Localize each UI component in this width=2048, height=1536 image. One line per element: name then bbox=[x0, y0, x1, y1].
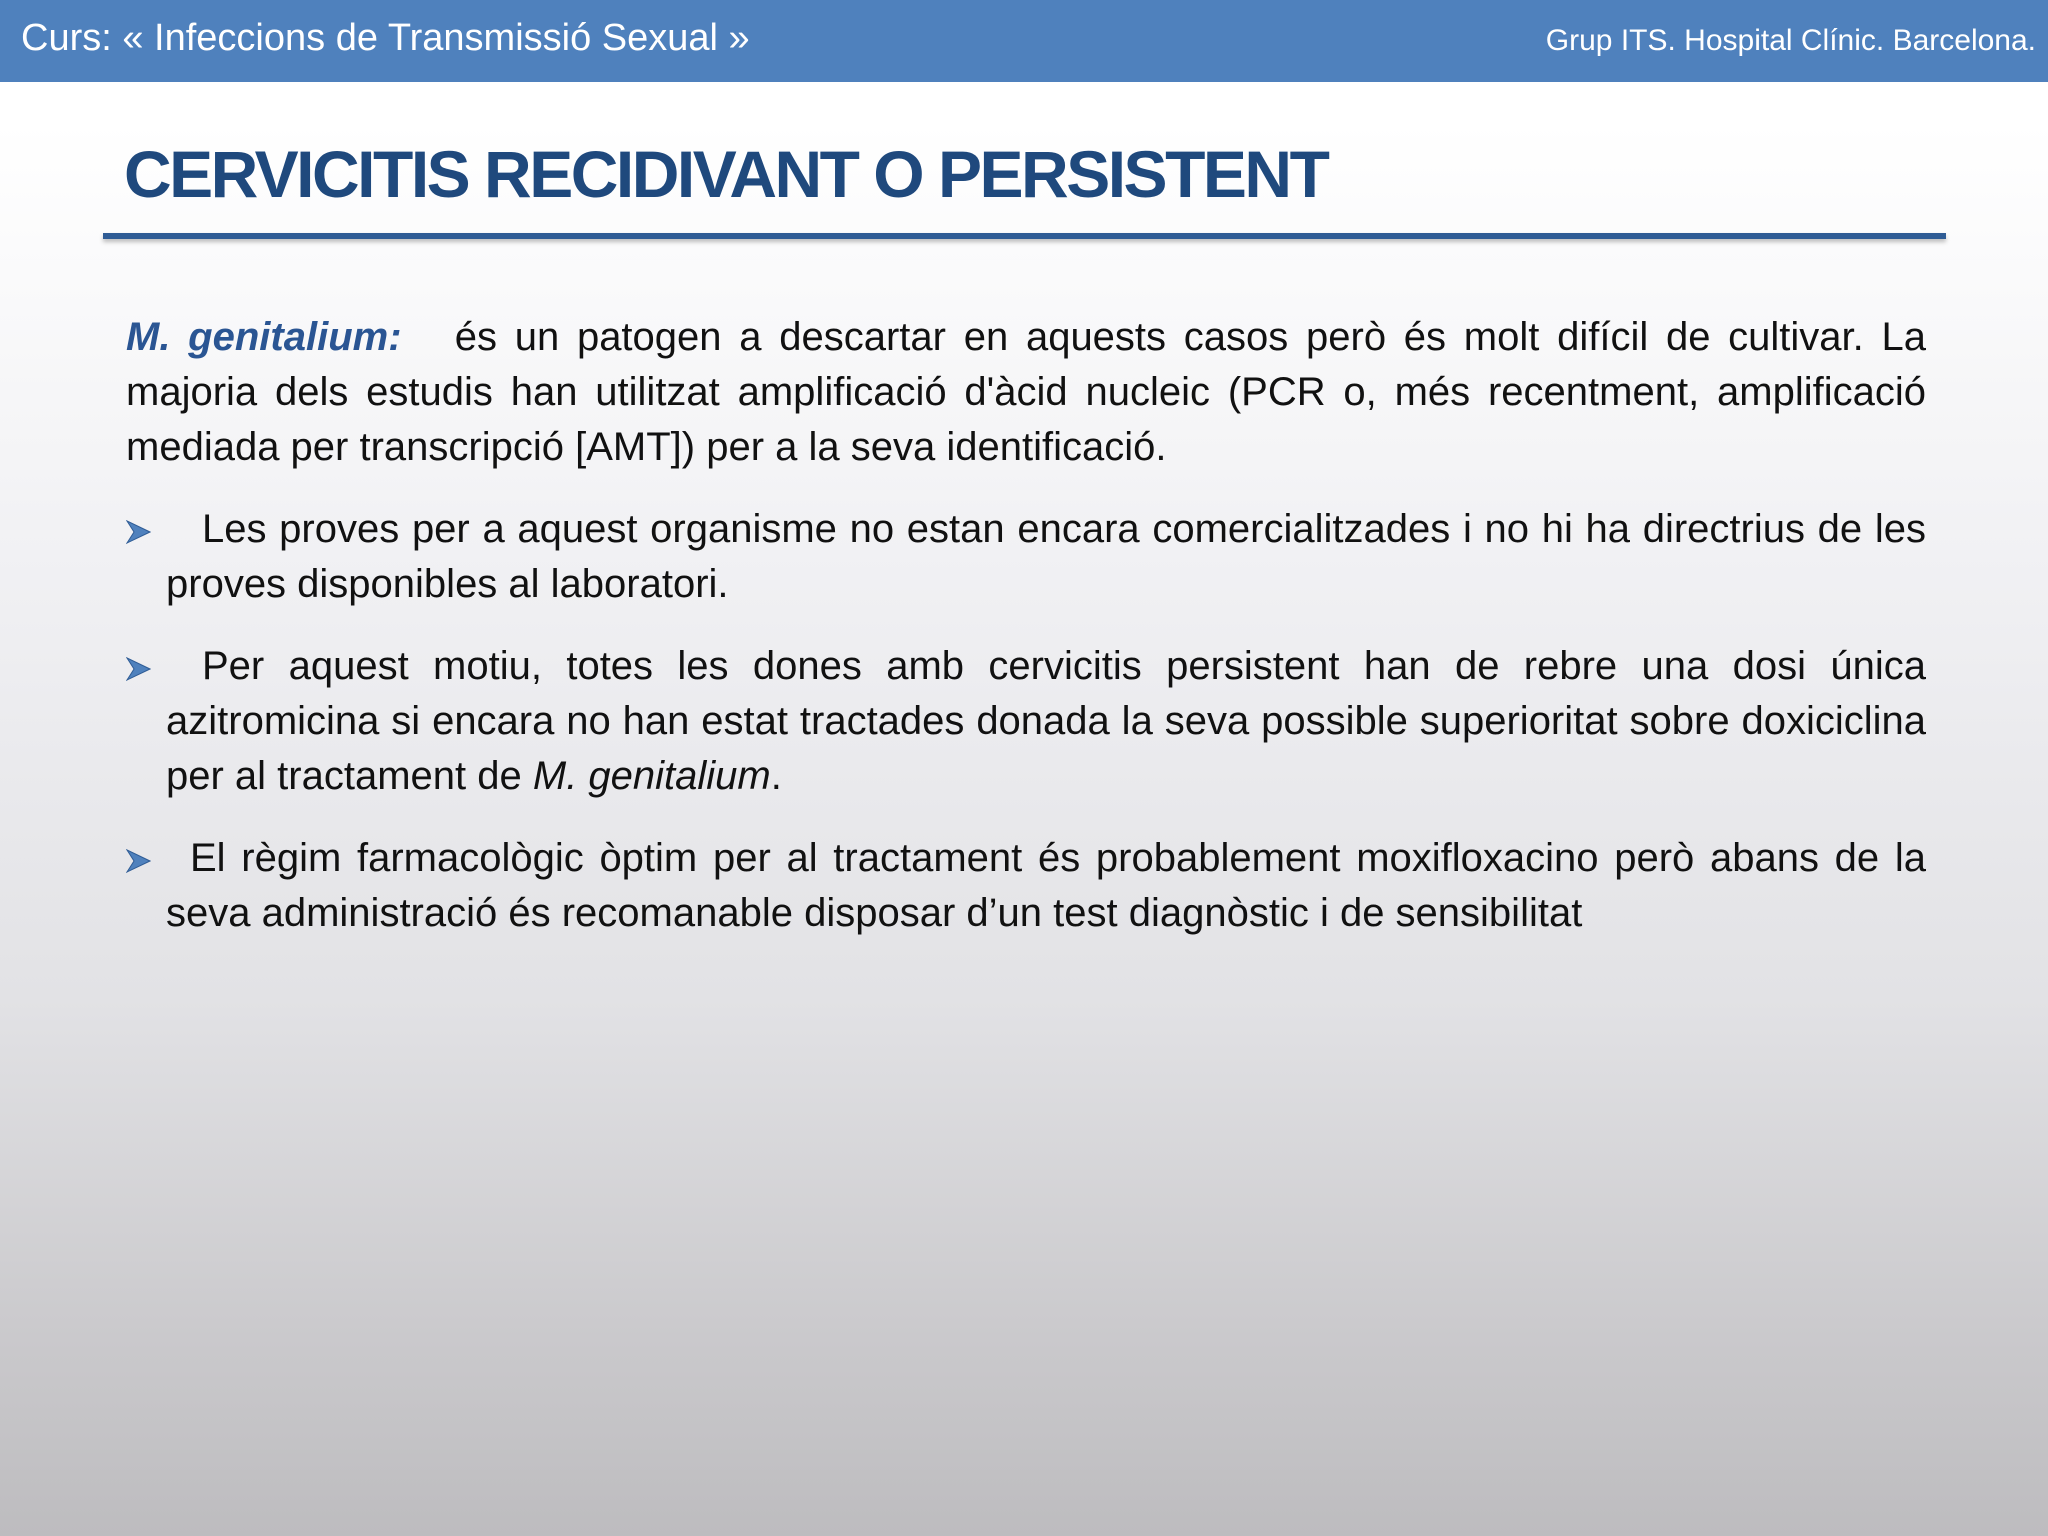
arrow-bullet-icon bbox=[126, 519, 151, 545]
intro-paragraph bbox=[126, 310, 1926, 475]
bullet-text: El règim farmacològic òptim per al tractament és probablement moxifloxacino però abans de la seva administració és recomanable disposar d’un test diagnòstic i de sensibilitat bbox=[166, 836, 1926, 935]
bullet-end: . bbox=[770, 754, 782, 798]
intro-lead: M. genitalium: bbox=[126, 315, 402, 359]
bullet-emphasis: M. genitalium bbox=[532, 754, 771, 798]
bullet-text: Per aquest motiu, totes les dones amb cervicitis persistent han de rebre una dosi única azitromicina si encara no han estat tractades donada la seva possible superioritat sobre doxiciclina per al tractament de bbox=[166, 644, 1926, 798]
arrow-bullet-icon bbox=[126, 656, 151, 682]
title-divider bbox=[103, 233, 1946, 239]
header-bar bbox=[0, 0, 2048, 82]
slide-title: CERVICITIS RECIDIVANT O PERSISTENT bbox=[124, 137, 1328, 211]
bullet-text: Les proves per a aquest organisme no estan encara comercialitzades i no hi ha directrius de les proves disponibles al laboratori. bbox=[166, 507, 1926, 606]
course-title: Curs: « Infeccions de Transmissió Sexual » bbox=[21, 17, 750, 59]
arrow-bullet-icon bbox=[126, 848, 151, 874]
bullet-item bbox=[126, 639, 1926, 804]
intro-text: és un patogen a descartar en aquests casos però és molt difícil de cultivar. La majoria dels estudis han utilitzat amplificació d'àcid nucleic (PCR o, més recentment, amplificació mediada per transcripció [AMT]) per a la seva identificació. bbox=[126, 315, 1927, 469]
slide-content bbox=[126, 310, 1926, 968]
bullet-item bbox=[126, 831, 1926, 941]
institution-label: Grup ITS. Hospital Clínic. Barcelona. bbox=[1545, 24, 2036, 57]
bullet-item bbox=[126, 502, 1926, 612]
